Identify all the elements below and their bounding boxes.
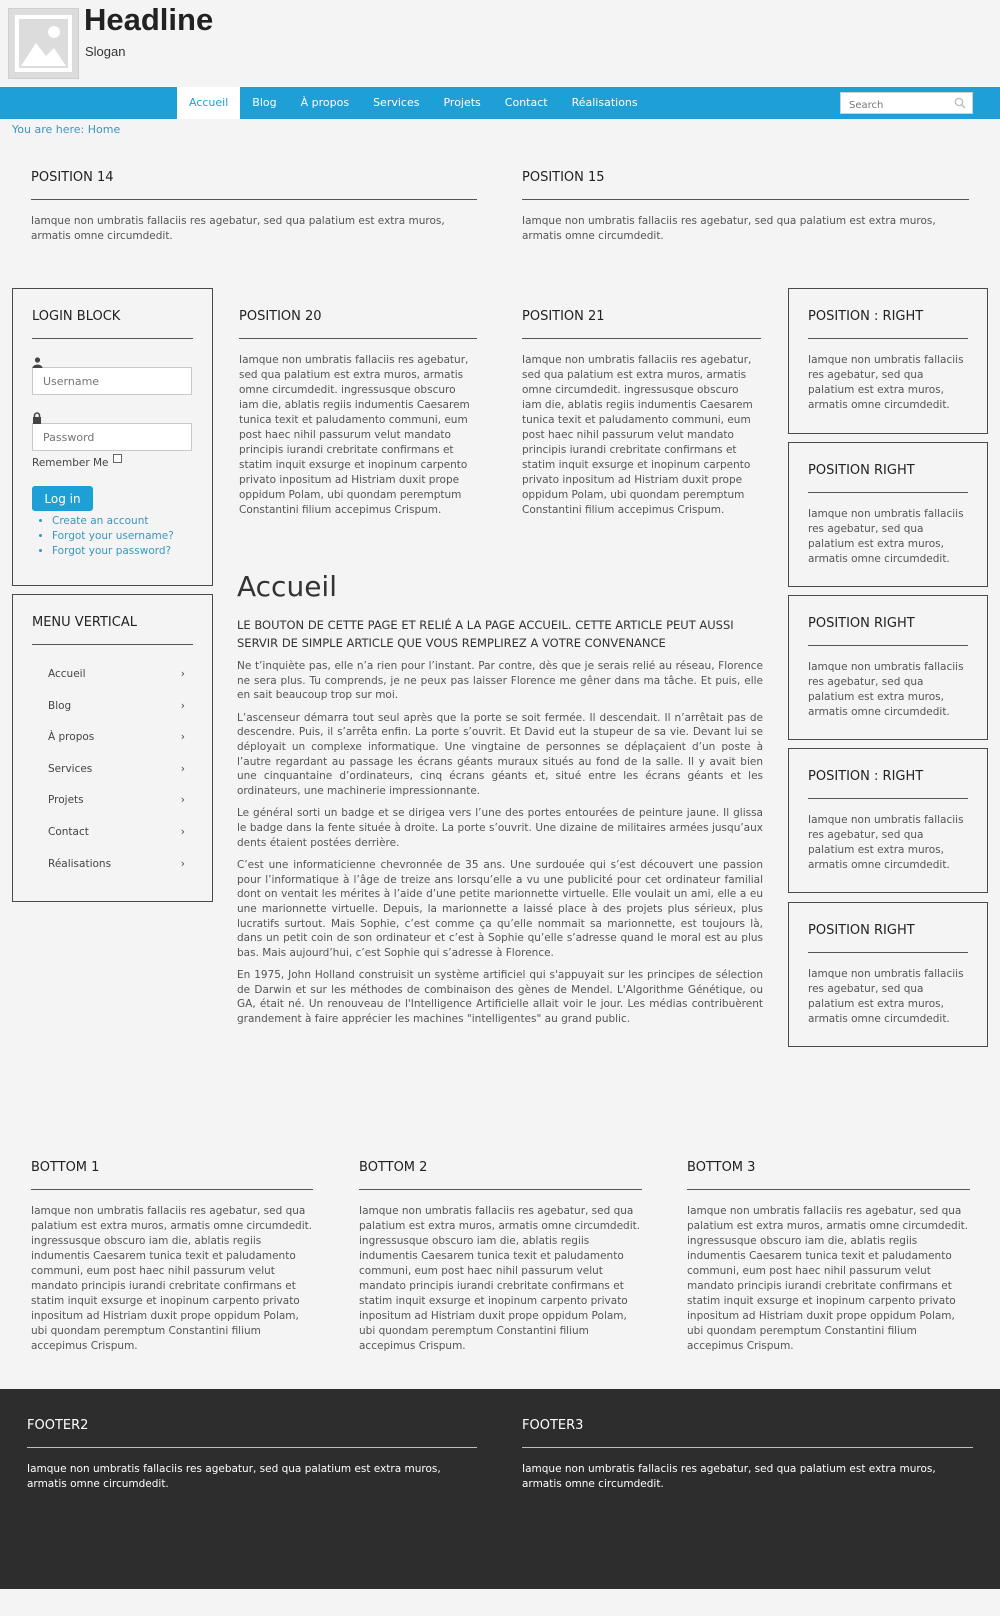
- vmenu-label: Réalisations: [48, 857, 112, 870]
- module-title: POSITION 15: [522, 170, 969, 200]
- article-paragraph: Ne t’inquiète pas, elle n’a rien pour l’instant. Par contre, dès que je serais relié au réseau, Florence ne sera plus. Tu comprends, je ne peux pas laisser Florence me gêner dans ma tâche. Et puis, elle en sait beaucoup trop sur moi.: [237, 660, 763, 702]
- login-block: [12, 288, 213, 586]
- module-title: BOTTOM 1: [31, 1160, 313, 1190]
- vmenu-item-projets[interactable]: [13, 785, 212, 817]
- nav-item-accueil[interactable]: Accueil: [177, 87, 240, 119]
- search-input[interactable]: [841, 96, 972, 116]
- article: [237, 570, 763, 1035]
- module-position-15: [522, 170, 969, 244]
- chevron-right-icon: ›: [180, 762, 185, 775]
- vmenu-label: Contact: [48, 825, 89, 838]
- vertical-menu-title: MENU VERTICAL: [32, 615, 193, 645]
- vertical-menu-block: [12, 594, 213, 902]
- module-title: FOOTER2: [27, 1418, 477, 1448]
- module-title: POSITION : RIGHT: [808, 769, 968, 799]
- module-position-14: [31, 170, 477, 244]
- chevron-right-icon: ›: [180, 794, 185, 807]
- remember-me-checkbox[interactable]: [113, 454, 122, 463]
- module-text: Iamque non umbratis fallaciis res agebatur, sed qua palatium est extra muros, armatis omne circumdedit. ingressusque obscuro iam die, ablatis regiis indumentis Caesarem tunica texit et paludamento communi, eum post haec nihil passurum velut mandato principis iurandi crebritate confirmans et statim inquit exsurge et inopinum carpento privato inpositum ad Histriam duxit prope oppidum Polam, ubi quondam peremptum Constantini filium accepimus Crispum.: [31, 1205, 313, 1352]
- vmenu-item-contact[interactable]: [13, 817, 212, 849]
- search-icon[interactable]: [954, 97, 966, 109]
- module-text: Iamque non umbratis fallaciis res agebatur, sed qua palatium est extra muros, armatis omne circumdedit. ingressusque obscuro iam die, ablatis regiis indumentis Caesarem tunica texit et paludamento communi, eum post haec nihil passurum velut mandato principis iurandi crebritate confirmans et statim inquit exsurge et inopinum carpento privato inpositum ad Histriam duxit prope oppidum Polam, ubi quondam peremptum Constantini filium accepimus Crispum.: [359, 1205, 641, 1352]
- module-text: Iamque non umbratis fallaciis res agebatur, sed qua palatium est extra muros, armatis omne circumdedit. ingressusque obscuro iam die, ablatis regiis indumentis Caesarem tunica texit et paludamento communi, eum post haec nihil passurum velut mandato principis iurandi crebritate confirmans et statim inquit exsurge et inopinum carpento privato inpositum ad Histriam duxit prope oppidum Polam, ubi quondam peremptum Constantini filium accepimus Crispum.: [239, 354, 470, 516]
- module-position-right: [788, 442, 988, 587]
- forgot-password-link[interactable]: Forgot your password?: [52, 545, 172, 557]
- nav-item-contact[interactable]: Contact: [504, 96, 548, 109]
- user-icon: [32, 353, 193, 365]
- forgot-username-link[interactable]: Forgot your username?: [52, 530, 174, 542]
- article-paragraph: L’ascenseur démarra tout seul après que la porte se soit fermée. Il descendait. Il n’arrêtait pas de descendre. Puis, il s’arrêta enfin. La porte s’ouvrit. Et David eut la stupeur de sa vie. Devant lui se déployait un complexe informatique. Une vingtaine de personnes se déplaçaient d’un poste à l’autre regardant au passage les écrans géants muraux situés au fond de la salle. Il y avait bien une cinquantaine d’ordinateurs, cinq écrans géants et, situé entre les écrans géants et les ordinateurs, une machinerie impressionnante.: [237, 711, 763, 797]
- remember-me-label: Remember Me: [32, 457, 109, 469]
- vmenu-item-realisations[interactable]: [13, 849, 212, 881]
- breadcrumb: [12, 123, 120, 136]
- nav-item-realisations[interactable]: Réalisations: [571, 96, 638, 109]
- search-box: [840, 92, 973, 114]
- image-placeholder-icon: [9, 9, 78, 78]
- module-bottom-3: [687, 1160, 970, 1354]
- nav-item-a-propos[interactable]: À propos: [300, 96, 350, 109]
- article-paragraph: Le général sorti un badge et se dirigea vers l’une des portes entourées de peinture jaune. Il glissa le badge dans la fente située à droite. La porte s’ouvrit. Une dizaine de militaires armées jusqu’aux dents étaient postées derrière.: [237, 807, 763, 849]
- module-text: Iamque non umbratis fallaciis res agebatur, sed qua palatium est extra muros, armatis omne circumdedit.: [808, 354, 964, 411]
- article-paragraph: C’est une informaticienne chevronnée de 35 ans. Une surdouée qui s’est découvert une passion pour l’informatique à l’âge de treize ans lorsqu’elle a vu une publicité pour cet ordinateur familial dont on ventait les mérites à l’aide d’une petite marionnette virtuelle. Elle voulait un ami, elle a eu une marionnette virtuelle. Depuis, la marionnette a laissé place à des projets plus sérieux, plus lucratifs surtout. Mais Sophie, c’est comme ça qu’elle nommait sa marionnette, est toujours là, dans un petit coin de son ordinateur et c’est à Sophie qu’elle s’adresse quand le moral est au plus bas. Mais aujourd’hui, c’est Sophie qui s’adresse à Florence.: [237, 859, 763, 959]
- chevron-right-icon: ›: [180, 857, 185, 870]
- chevron-right-icon: ›: [180, 825, 185, 838]
- footer: [0, 1389, 1000, 1589]
- breadcrumb-home-link[interactable]: Home: [87, 123, 121, 136]
- module-text: Iamque non umbratis fallaciis res agebatur, sed qua palatium est extra muros, armatis omne circumdedit. ingressusque obscuro iam die, ablatis regiis indumentis Caesarem tunica texit et paludamento communi, eum post haec nihil passurum velut mandato principis iurandi crebritate confirmans et statim inquit exsurge et inopinum carpento privato inpositum ad Histriam duxit prope oppidum Polam, ubi quondam peremptum Constantini filium accepimus Crispum.: [687, 1205, 969, 1352]
- module-title: BOTTOM 2: [359, 1160, 642, 1190]
- lock-icon: [32, 409, 193, 421]
- module-footer2: [27, 1418, 477, 1492]
- module-title: FOOTER3: [522, 1418, 973, 1448]
- module-text: Iamque non umbratis fallaciis res agebatur, sed qua palatium est extra muros, armatis omne circumdedit.: [31, 215, 445, 242]
- module-text: Iamque non umbratis fallaciis res agebatur, sed qua palatium est extra muros, armatis omne circumdedit.: [808, 814, 964, 871]
- module-title: BOTTOM 3: [687, 1160, 970, 1190]
- module-title: POSITION RIGHT: [808, 923, 968, 953]
- chevron-right-icon: ›: [180, 731, 185, 744]
- module-text: Iamque non umbratis fallaciis res agebatur, sed qua palatium est extra muros, armatis omne circumdedit.: [808, 508, 964, 565]
- login-links: [32, 514, 193, 559]
- vmenu-label: Blog: [48, 699, 72, 712]
- module-position-right: [788, 595, 988, 740]
- create-account-link[interactable]: Create an account: [52, 515, 149, 527]
- article-paragraph: En 1975, John Holland construisit un système artificiel qui s'appuyait sur les principes de sélection de Darwin et sur les méthodes de combinaison des gènes de Mendel. L'Algorithme Génétique, ou GA, était né. Un renouveau de l'Intelligence Artificielle allait voir le jour. Les médias contribuèrent grandement à faire apprécier les machines "intelligentes" au grand public.: [237, 969, 763, 1026]
- vmenu-item-accueil[interactable]: [13, 659, 212, 691]
- login-title: LOGIN BLOCK: [32, 309, 193, 339]
- module-title: POSITION RIGHT: [808, 463, 968, 493]
- nav-menu: [177, 87, 650, 119]
- module-text: Iamque non umbratis fallaciis res agebatur, sed qua palatium est extra muros, armatis omne circumdedit.: [27, 1463, 441, 1490]
- password-input[interactable]: [32, 423, 192, 451]
- module-position-right: [788, 902, 988, 1047]
- breadcrumb-prefix: You are here:: [12, 123, 88, 136]
- article-subtitle: LE BOUTON DE CETTE PAGE ET RELIÉ A LA PAGE ACCUEIL. CETTE ARTICLE PEUT AUSSI SERVIR DE SIMPLE ARTICLE QUE VOUS REMPLIREZ A VOTRE CONVENANCE: [237, 618, 734, 650]
- module-text: Iamque non umbratis fallaciis res agebatur, sed qua palatium est extra muros, armatis omne circumdedit.: [522, 1463, 936, 1490]
- username-input[interactable]: [32, 367, 192, 395]
- nav-item-blog[interactable]: Blog: [252, 96, 277, 109]
- remember-me-row: [32, 457, 193, 469]
- module-position-20: [239, 309, 477, 518]
- nav-item-projets[interactable]: Projets: [443, 96, 481, 109]
- module-position-right: [788, 288, 988, 434]
- login-link-item: [52, 544, 193, 559]
- login-link-item: [52, 514, 193, 529]
- login-link-item: [52, 529, 193, 544]
- module-footer3: [522, 1418, 973, 1492]
- main-navbar: [0, 87, 1000, 119]
- module-bottom-1: [31, 1160, 313, 1354]
- site-headline: Headline: [84, 2, 214, 37]
- module-text: Iamque non umbratis fallaciis res agebatur, sed qua palatium est extra muros, armatis omne circumdedit.: [808, 968, 964, 1025]
- module-bottom-2: [359, 1160, 642, 1354]
- module-text: Iamque non umbratis fallaciis res agebatur, sed qua palatium est extra muros, armatis omne circumdedit.: [808, 661, 964, 718]
- module-title: POSITION 20: [239, 309, 477, 339]
- module-title: POSITION : RIGHT: [808, 309, 968, 339]
- vmenu-item-services[interactable]: [13, 754, 212, 786]
- log-in-button[interactable]: Log in: [32, 486, 93, 511]
- vmenu-item-a-propos[interactable]: [13, 722, 212, 754]
- module-title: POSITION RIGHT: [808, 616, 968, 646]
- vmenu-label: À propos: [48, 731, 95, 744]
- module-position-right: [788, 748, 988, 893]
- logo-image-placeholder[interactable]: [8, 8, 79, 79]
- article-title: Accueil: [237, 570, 337, 603]
- module-title: POSITION 14: [31, 170, 477, 200]
- vmenu-item-blog[interactable]: [13, 691, 212, 723]
- site-slogan: Slogan: [85, 44, 126, 59]
- vmenu-label: Services: [48, 762, 93, 775]
- vertical-menu-list: [13, 659, 212, 880]
- chevron-right-icon: ›: [180, 699, 185, 712]
- chevron-right-icon: ›: [180, 668, 185, 680]
- vmenu-label: Accueil: [48, 668, 86, 680]
- module-position-21: [522, 309, 761, 518]
- module-text: Iamque non umbratis fallaciis res agebatur, sed qua palatium est extra muros, armatis omne circumdedit. ingressusque obscuro iam die, ablatis regiis indumentis Caesarem tunica texit et paludamento communi, eum post haec nihil passurum velut mandato principis iurandi crebritate confirmans et statim inquit exsurge et inopinum carpento privato inpositum ad Histriam duxit prope oppidum Polam, ubi quondam peremptum Constantini filium accepimus Crispum.: [522, 354, 753, 516]
- vmenu-label: Projets: [48, 794, 84, 807]
- module-text: Iamque non umbratis fallaciis res agebatur, sed qua palatium est extra muros, armatis omne circumdedit.: [522, 215, 936, 242]
- module-title: POSITION 21: [522, 309, 761, 339]
- nav-item-services[interactable]: Services: [373, 96, 420, 109]
